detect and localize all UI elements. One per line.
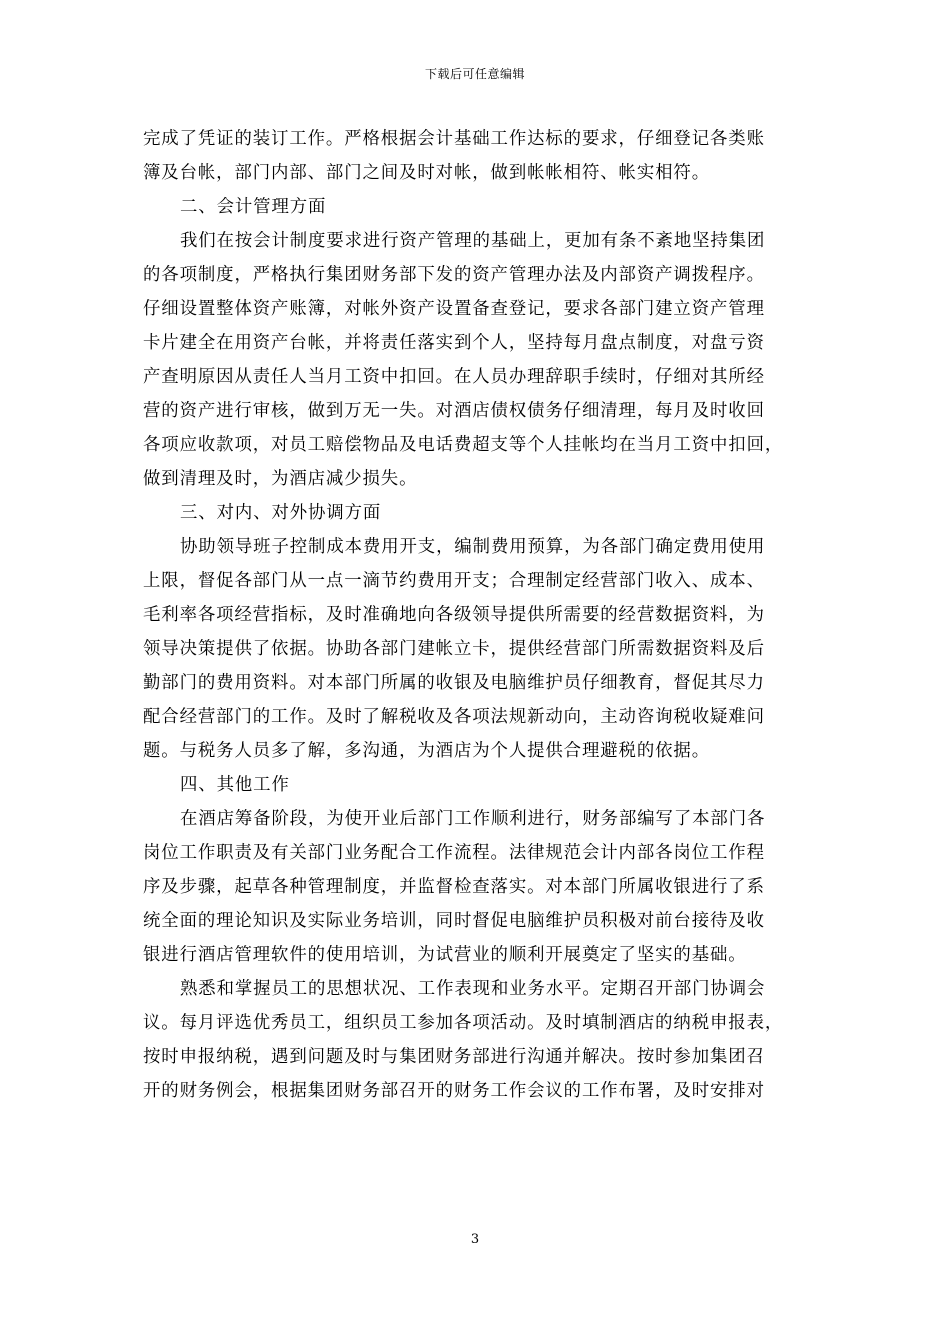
text-line: 的各项制度，严格执行集团财务部下发的资产管理办法及内部资产调拨程序。 (143, 265, 765, 285)
paragraph-start: 在酒店筹备阶段，为使开业后部门工作顺利进行，财务部编写了本部门各 (180, 809, 766, 829)
text-line: 开的财务例会，根据集团财务部召开的财务工作会议的工作布署，及时安排对 (143, 1081, 765, 1101)
text-line: 产查明原因从责任人当月工资中扣回。在人员办理辞职手续时，仔细对其所经 (143, 367, 765, 387)
text-line: 毛利率各项经营指标，及时准确地向各级领导提供所需要的经营数据资料，为 (143, 605, 765, 625)
section-heading: 三、对内、对外协调方面 (180, 503, 382, 523)
section-heading: 四、其他工作 (180, 775, 290, 795)
text-line: 配合经营部门的工作。及时了解税收及各项法规新动向，主动咨询税收疑难问 (143, 707, 765, 727)
text-line: 统全面的理论知识及实际业务培训，同时督促电脑维护员积极对前台接待及收 (143, 911, 765, 931)
paragraph-start: 协助领导班子控制成本费用开支，编制费用预算，为各部门确定费用使用 (180, 537, 766, 557)
text-line: 簿及台帐，部门内部、部门之间及时对帐，做到帐帐相符、帐实相符。 (143, 163, 711, 183)
page-number: 3 (470, 1232, 480, 1247)
text-line: 勤部门的费用资料。对本部门所属的收银及电脑维护员仔细教育，督促其尽力 (143, 673, 765, 693)
paragraph-start: 我们在按会计制度要求进行资产管理的基础上，更加有条不紊地坚持集团 (180, 231, 766, 251)
text-line: 仔细设置整体资产账簿，对帐外资产设置备查登记，要求各部门建立资产管理 (143, 299, 765, 319)
section-heading: 二、会计管理方面 (180, 197, 327, 217)
text-line: 各项应收款项，对员工赔偿物品及电话费超支等个人挂帐均在当月工资中扣回， (143, 435, 784, 455)
paragraph-start: 熟悉和掌握员工的思想状况、工作表现和业务水平。定期召开部门协调会 (180, 979, 766, 999)
text-line: 银进行酒店管理软件的使用培训，为试营业的顺利开展奠定了坚实的基础。 (143, 945, 747, 965)
text-line: 完成了凭证的装订工作。严格根据会计基础工作达标的要求，仔细登记各类账 (143, 129, 765, 149)
text-line: 岗位工作职责及有关部门业务配合工作流程。法律规范会计内部各岗位工作程 (143, 843, 765, 863)
text-line: 营的资产进行审核，做到万无一失。对酒店债权债务仔细清理，每月及时收回 (143, 401, 765, 421)
text-line: 卡片建全在用资产台帐，并将责任落实到个人，坚持每月盘点制度，对盘亏资 (143, 333, 765, 353)
text-line: 题。与税务人员多了解，多沟通，为酒店为个人提供合理避税的依据。 (143, 741, 711, 761)
text-line: 领导决策提供了依据。协助各部门建帐立卡，提供经营部门所需数据资料及后 (143, 639, 765, 659)
text-line: 按时申报纳税，遇到问题及时与集团财务部进行沟通并解决。按时参加集团召 (143, 1047, 765, 1067)
text-line: 做到清理及时，为酒店减少损失。 (143, 469, 418, 489)
page-header: 下载后可任意编辑 (424, 67, 525, 81)
text-line: 序及步骤，起草各种管理制度，并监督检查落实。对本部门所属收银进行了系 (143, 877, 765, 897)
document-body (143, 122, 809, 1108)
text-line: 议。每月评选优秀员工，组织员工参加各项活动。及时填制酒店的纳税申报表， (143, 1013, 784, 1033)
text-line: 上限，督促各部门从一点一滴节约费用开支；合理制定经营部门收入、成本、 (143, 571, 765, 591)
